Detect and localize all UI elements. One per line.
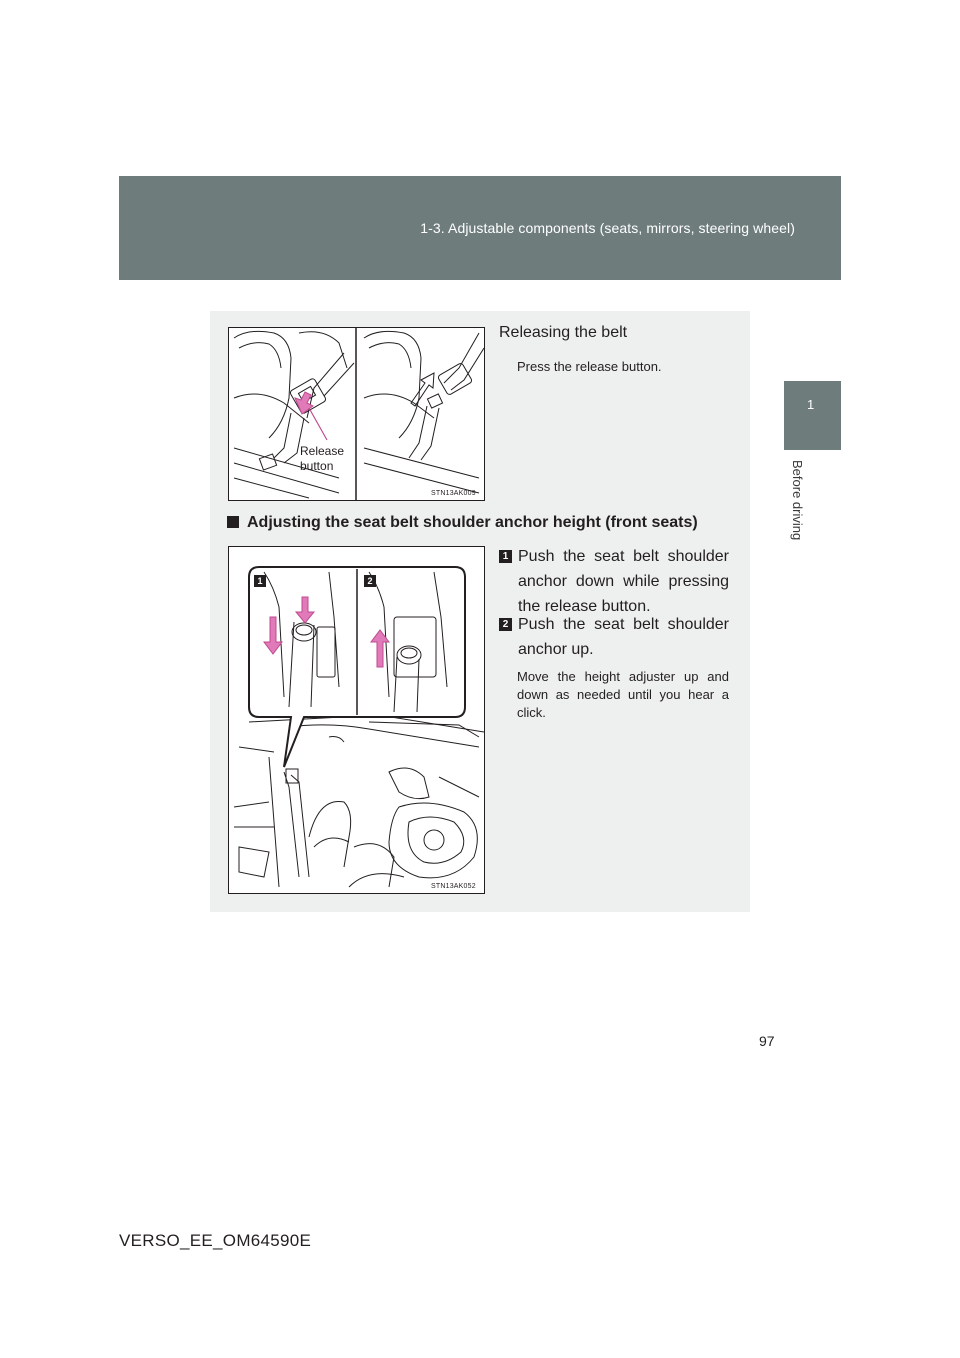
square-bullet-icon: [227, 516, 239, 528]
adjust-heading: Adjusting the seat belt shoulder anchor height (front seats): [227, 514, 698, 532]
shoulder-anchor-illustration: [229, 547, 484, 893]
releasing-text: Press the release button.: [517, 359, 662, 374]
header-band: [119, 176, 841, 280]
figure-code: STN13AK052: [431, 883, 476, 890]
document-code: VERSO_EE_OM64590E: [119, 1231, 312, 1250]
step-item: [499, 544, 729, 619]
figure-code: STN13AK009: [431, 490, 476, 497]
step-number-badge: 2: [499, 618, 512, 631]
shoulder-anchor-figure: [228, 546, 485, 894]
step-number-badge: 1: [499, 550, 512, 563]
page-number: 97: [759, 1033, 775, 1049]
section-title: 1-3. Adjustable components (seats, mirrors, steering wheel): [420, 220, 795, 236]
step-text: Push the seat belt shoulder anchor down while pressing the release button.: [518, 548, 729, 615]
release-button-callout: Release button: [300, 444, 345, 473]
step-text: Push the seat belt shoulder anchor up.: [518, 616, 729, 658]
chapter-tab: [784, 381, 841, 450]
chapter-number: 1: [807, 397, 815, 412]
figure-badge-1: 1: [254, 575, 266, 587]
releasing-title: Releasing the belt: [499, 324, 628, 341]
adjust-note: Move the height adjuster up and down as needed until you hear a click.: [517, 669, 729, 720]
release-belt-figure: [228, 327, 485, 501]
figure-badge-2: 2: [364, 575, 376, 587]
chapter-label: Before driving: [790, 460, 805, 541]
step-item: [499, 612, 729, 662]
seat-buckle-illustration: [229, 328, 484, 500]
